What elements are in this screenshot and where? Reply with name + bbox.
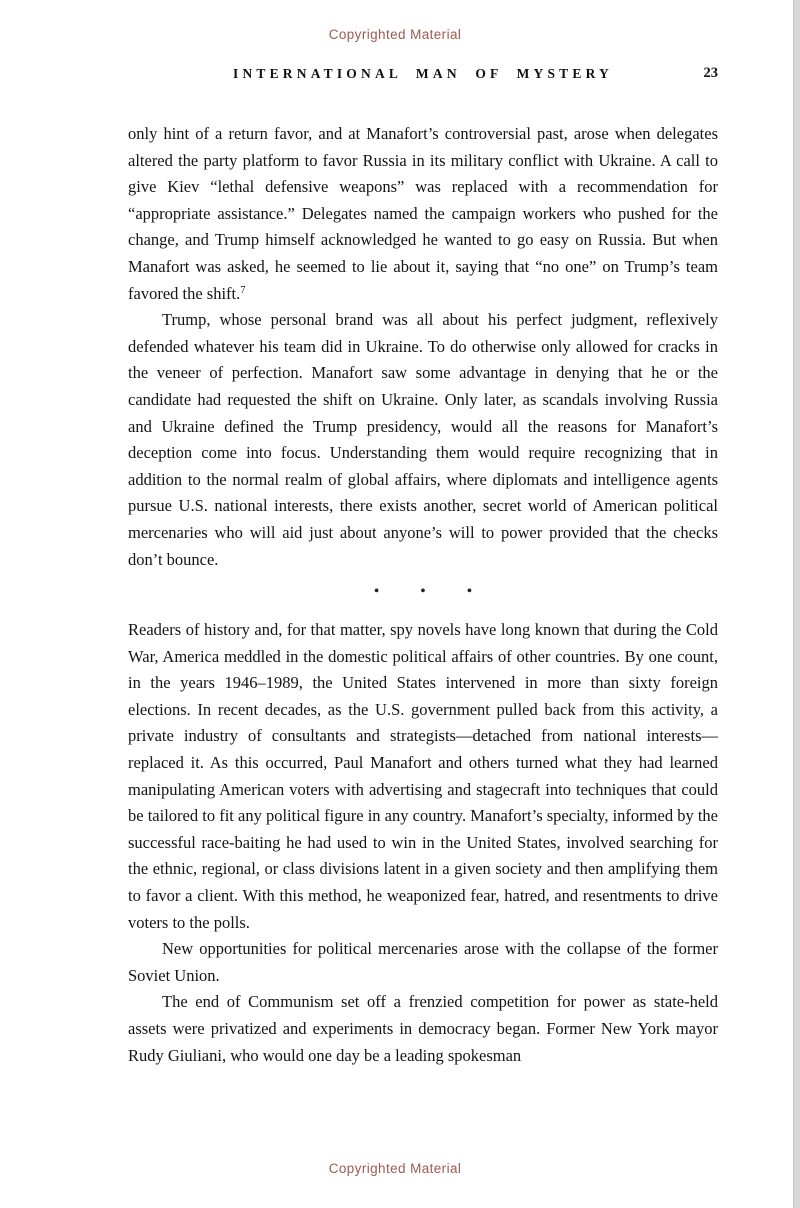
paragraph-2: Trump, whose personal brand was all about his perfect judgment, reflexively defended whatever his team did in Ukraine. To do otherwise only allowed for cracks in the veneer of perfection. Manafort saw some advantage in denying that he or the candidate had requested the shift on Ukraine. Only later, as scandals involving Russia and Ukraine defined the Trump presidency, would all the reasons for Manafort’s deception come into focus. Understanding them would require recognizing that in addition to the normal realm of global affairs, where diplomats and intelligence agents pursue U.S. national interests, there exists another, secret world of American political mercenaries who will aid just about anyone’s will to power provided that the checks don’t bounce. <box>128 310 718 569</box>
copyright-notice-bottom: Copyrighted Material <box>328 1161 462 1176</box>
footnote-marker-7: 7 <box>240 284 246 296</box>
paragraph-4: New opportunities for political mercenaries arose with the collapse of the former Soviet Union. <box>128 939 718 985</box>
page-number: 23 <box>703 65 718 81</box>
page-header <box>128 66 718 86</box>
paragraph-5: The end of Communism set off a frenzied competition for power as state-held assets were privatized and experiments in democracy began. Former New York mayor Rudy Giuliani, who would one day be a leading spokesman <box>128 992 718 1065</box>
body-text <box>128 121 718 1069</box>
section-break-ornament: • • • <box>374 584 472 600</box>
paragraph-1-text: only hint of a return favor, and at Manafort’s controversial past, arose when delegates altered the party platform to favor Russia in its military conflict with Ukraine. A call to give Kiev “lethal defensive weapons” was replaced with a recommendation for “appropriate assistance.” Delegates named the campaign workers who pushed for the change, and Trump himself acknowledged he wanted to go easy on Russia. But when Manafort was asked, he seemed to lie about it, saying that “no one” on Trump’s team favored the shift. <box>128 124 718 303</box>
running-head-title: INTERNATIONAL MAN OF MYSTERY <box>232 66 614 81</box>
page-edge <box>793 0 800 1208</box>
paragraph-1 <box>128 121 718 307</box>
copyright-notice-top: Copyrighted Material <box>328 27 462 42</box>
paragraph-3: Readers of history and, for that matter, spy novels have long known that during the Cold War, America meddled in the domestic political affairs of other countries. By one count, in the years 1946–1989, the United States intervened in more than sixty foreign elections. In recent decades, as the U.S. government pulled back from this activity, a private industry of consultants and strategists—detached from national interests—replaced it. As this occurred, Paul Manafort and others turned what they had learned manipulating American voters with advertising and stagecraft into techniques that could be tailored to fit any political figure in any country. Manafort’s specialty, informed by the successful race-baiting he had used to win in the United States, involved searching for the ethnic, regional, or class divisions latent in a given society and then amplifying them to favor a client. With this method, he weaponized fear, hatred, and resentments to drive voters to the polls. <box>128 620 718 932</box>
